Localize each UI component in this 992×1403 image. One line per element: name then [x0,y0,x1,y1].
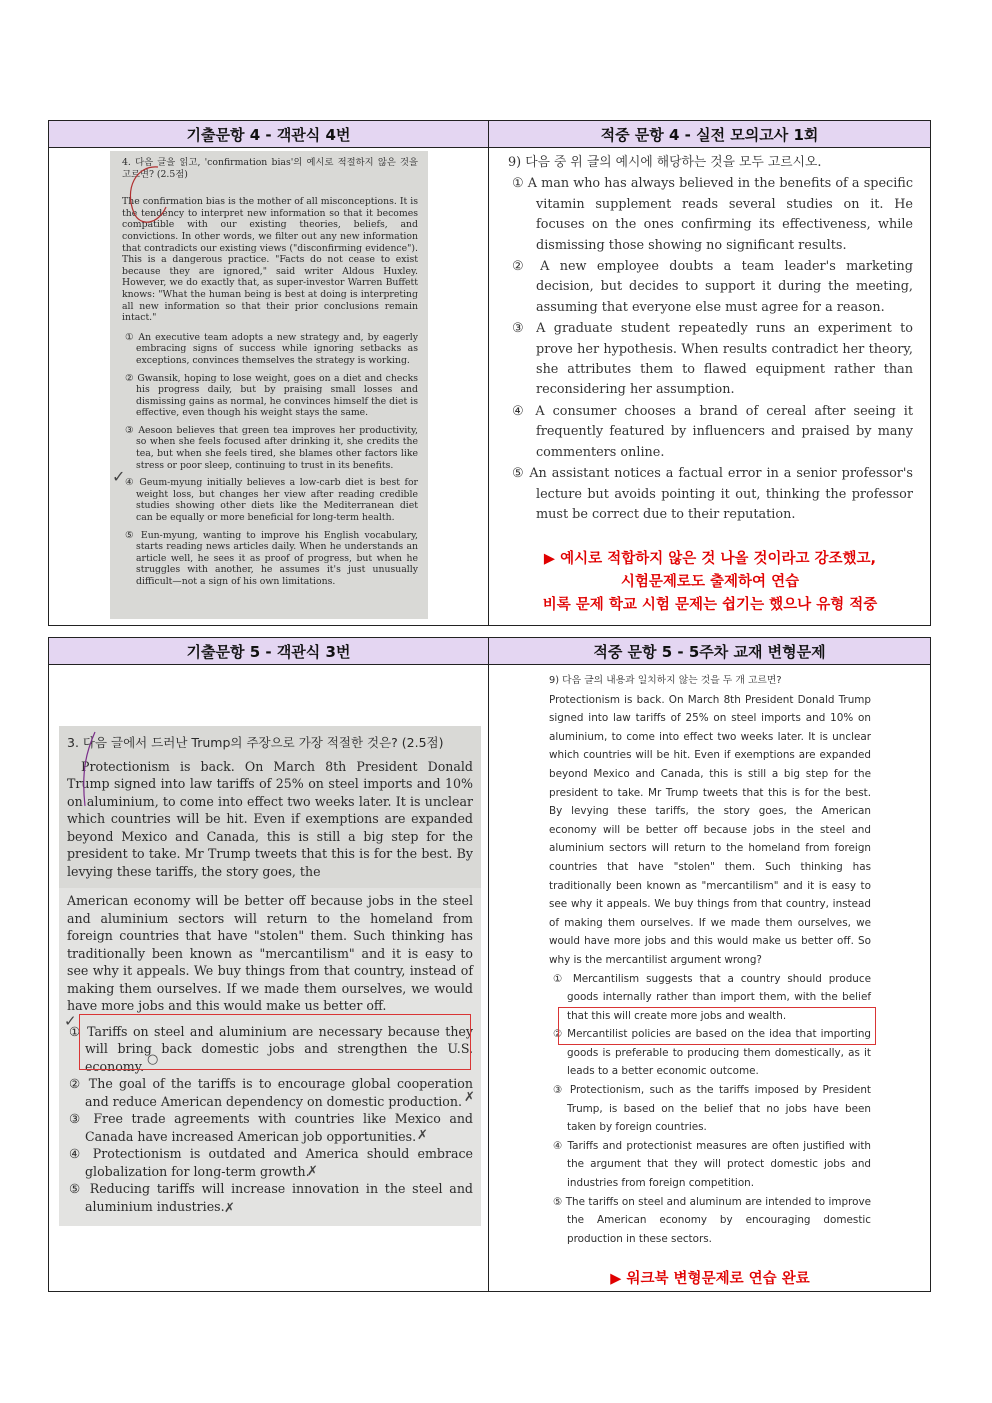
option-2: ② Mercantilist policies are based on the idea that importing goods is preferable to producing them domestically, as it leads to a better economic outcome. [553,1028,871,1078]
answer-highlight-box [79,1014,471,1070]
option-1: ① Tariffs on steel and aluminium are necessary because they will bring back domestic jobs and strengthen the U.S. economy. [69,1023,473,1074]
option-3: ③ Protectionism, such as the tariffs imposed by President Trump, is based on the belief that no jobs have been taken by foreign countries. [553,1084,871,1134]
question-title: 9) 다음 글의 내용과 일치하지 않는 것을 두 개 고르면? [549,675,782,686]
option-4: ④ Protectionism is outdated and America should embrace globalization for long-term growth. [69,1146,473,1179]
handwritten-circle-mark [118,161,188,231]
option-4: ④ Geum-myung initially believes a low-carb diet is best for weight loss, but changes her view after reading credible studies showing other diets like the Mediterranean diet can be equally or more beneficial for long-term health. [125,477,418,524]
hit-question-5-header: 적중 문항 5 - 5주차 교재 변형문제 [489,638,931,665]
answer-highlight-box [558,1007,876,1045]
option-1: ① A man who has always believed in the benefits of a specific vitamin supplement reads several studies on it. He focuses on the ones confirming its effectiveness, while dismissing those showing no significant results. [512,176,913,253]
past-question-4-header: 기출문항 4 - 객관식 4번 [49,121,489,148]
cross-mark: ✗ [224,1201,235,1216]
past-question-5-scan-top [59,726,481,888]
hit-note-5 [492,1268,928,1290]
option-2: ② The goal of the tariffs is to encourage global cooperation and reduce American dependency on domestic production. [69,1076,473,1109]
passage: The confirmation bias is the mother of all misconceptions. It is the tendency to interpret new information so that it becomes compatible with our existing theories, beliefs, and convictions. In other words, we filter out any new information that contradicts our existing views ("disconfirming evidence"). This is a dangerous practice. "Facts do not cease to exist because they are ignored," said writer Aldous Huxley. However, we do exactly that, as super-investor Warren Buffett knows: "What the human being is best at doing is interpreting all new information so that their prior conclusions remain intact." [122,196,418,324]
hit-question-4-header: 적중 문항 4 - 실전 모의고사 1회 [489,121,931,148]
check-mark: ✓ [64,1012,77,1030]
option-4: ④ A consumer chooses a brand of cereal after seeing it frequently featured by influencers and praised by many commenters online. [512,403,913,460]
option-2: ② A new employee doubts a team leader's marketing decision, but decides to support it during the meeting, assuming that everyone else must agree for a reason. [512,259,913,315]
check-mark: ✓ [112,467,126,486]
passage-part-1: Protectionism is back. On March 8th President Donald Trump signed into law tariffs of 25% on steel imports and 10% on aluminium, to come into effect two weeks later. It is unclear which countries will be hit. Even if exemptions are expanded beyond Mexico and Canada, this is still a big step for the president to take. Mr Trump tweets that this is for the best. By levying these tariffs, the story goes, the [67,758,473,879]
option-5: ⑤ The tariffs on steel and aluminum are intended to improve the American economy by encouraging domestic production in these sectors. [553,1195,871,1245]
note-line-1: ▶ 예시로 적합하지 않은 것 나올 것이라고 강조했고, [543,551,877,567]
note-line-2: 시험문제로도 출제하여 연습 [620,574,800,590]
note-line-3: 비록 문제 학교 시험 문제는 쉽기는 했으나 유형 적중 [542,597,878,613]
option-5: ⑤ An assistant notices a factual error in a senior professor's lecture but avoids pointing it out, thinking the professor must be correct due to their reputation. [512,466,913,522]
cross-mark: ✗ [464,1090,475,1105]
cross-mark: ✗ [417,1128,428,1143]
past-question-5-header: 기출문항 5 - 객관식 3번 [49,638,489,665]
option-3: ③ Aesoon believes that green tea improves her productivity, so when she feels focused after drinking it, she credits the tea, but when she feels tired, she blames other factors like stress or poor sleep, continuing to trust in its benefits. [125,424,418,471]
option-5: ⑤ Reducing tariffs will increase innovation in the steel and aluminium industries. [69,1181,473,1214]
option-4: ④ Tariffs and protectionist measures are often justified with the argument that they will protect domestic jobs and industries from foreign competition. [553,1139,871,1190]
question-title: 3. 다음 글에서 드러난 Trump의 주장으로 가장 적절한 것은? (2.5점) [67,735,444,750]
hit-note-4 [492,548,928,617]
question-title: 4. 다음 글을 읽고, 'confirmation bias'의 예시로 적절하지 않은 것을 고르면? (2.5점) [122,157,418,180]
note-line-1: ▶ 워크북 변형문제로 연습 완료 [610,1271,810,1287]
passage-part-2: American economy will be better off because jobs in the steel and aluminium sectors will return to the homeland from foreign countries that have "stolen" them. Such thinking has traditionally been known as "mercantilism" and it is easy to see why it appeals. We buy things from that country, instead of making them ourselves. If we made them ourselves, we would have more jobs and this would make us better off. [67,893,473,1013]
option-3: ③ Free trade agreements with countries like Mexico and Canada have increased American job opportunities. [69,1111,473,1144]
option-3: ③ A graduate student repeatedly runs an experiment to prove her hypothesis. When results contradict her theory, she attributes them to flawed equipment rather than reconsidering her assumption. [512,321,913,398]
passage: Protectionism is back. On March 8th President Donald Trump signed into law tariffs of 25% on steel imports and 10% on aluminium, to come into effect two weeks later. It is unclear which countries will be hit. Even if exemptions are expanded beyond Mexico and Canada, this is still a big step for the president to take. Mr Trump tweets that this is for the best. By levying these tariffs, the story goes, the American economy will be better off because jobs in the steel and aluminium sectors will return to the homeland from foreign countries that have "stolen" them. Such thinking has traditionally been known as "mercantilism" and it is easy to see why it appeals. We buy things from that country, instead of making them ourselves. If we made them ourselves, we would have more jobs and this would make us better off. So why is the mercantilist argument wrong? [549,693,871,966]
option-1: ① An executive team adopts a new strategy and, by eagerly embracing signs of success while ignoring setbacks as exceptions, convinces themselves the strategy is working. [125,331,418,366]
question-title: 9) 다음 중 위 글의 예시에 해당하는 것을 모두 고르시오. [508,155,822,170]
cross-mark: ✗ [307,1164,318,1179]
option-1: ① Mercantilism suggests that a country should produce goods internally rather than import them, with the belief that this will create more jobs and wealth. [553,972,871,1022]
past-question-4-scan [110,151,428,619]
hit-question-5-content [549,672,871,1248]
option-5: ⑤ Eun-myung, wanting to improve his English vocabulary, starts reading news articles daily. When he understands an article well, he sees it as proof of progress, but when he struggles with another, he assumes it's just unusually difficult—not a sign of his own limitations. [125,529,418,587]
circle-mark: ○ [147,1052,159,1067]
past-question-5-scan-bottom [59,888,481,1226]
handwritten-slash-mark [73,730,103,810]
option-2: ② Gwansik, hoping to lose weight, goes on a diet and checks his progress daily, but by praising small losses and dismissing gains as normal, he convinces himself the diet is effective, even though his weight stays the same. [125,372,418,419]
hit-question-4-content [508,153,913,525]
